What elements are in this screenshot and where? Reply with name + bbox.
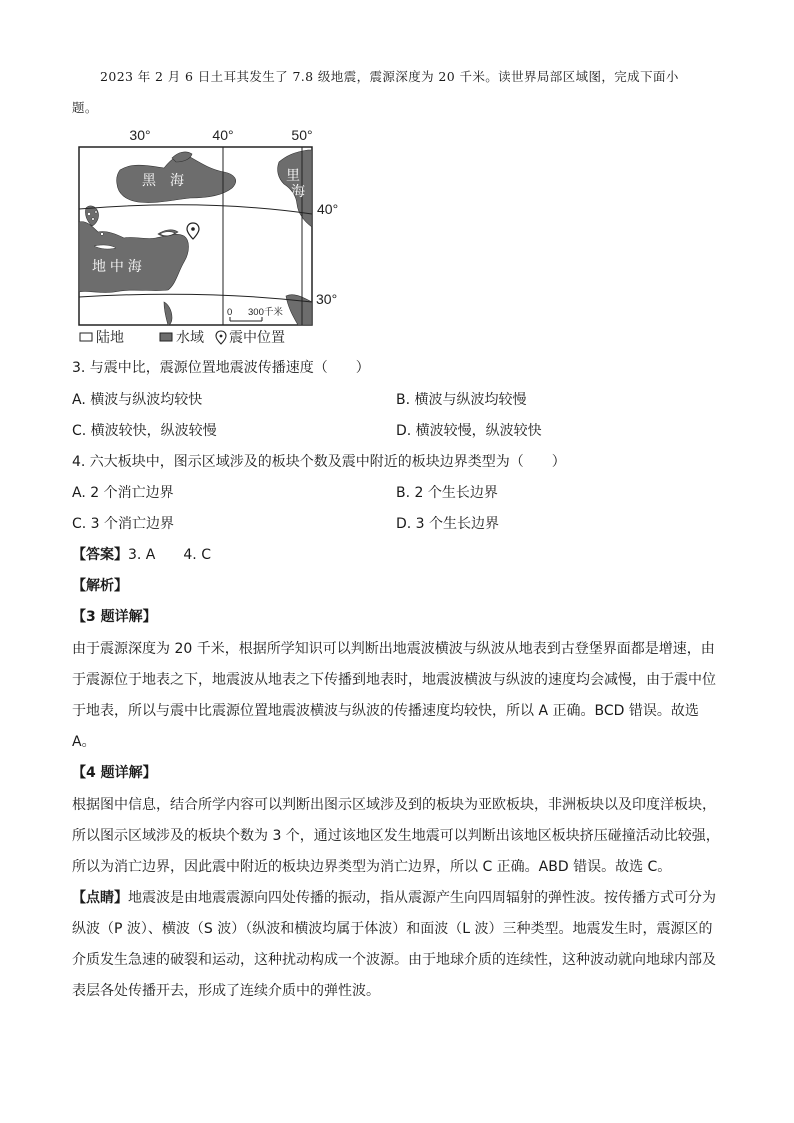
label-caspian-sea-1: 里: [286, 167, 300, 183]
lat-label-40: 40°: [317, 201, 339, 217]
detail3-label: 【3 题详解】: [72, 609, 157, 625]
q4-option-c[interactable]: C. 3 个消亡边界: [72, 516, 175, 532]
analysis-label: 【解析】: [72, 578, 128, 594]
q3-option-a[interactable]: A. 横波与纵波均较快: [72, 392, 203, 408]
q4-option-d[interactable]: D. 3 个生长边界: [396, 516, 500, 532]
detail4-label: 【4 题详解】: [72, 765, 157, 781]
detail4-line-3: 所以为消亡边界，因此震中附近的板块边界类型为消亡边界，所以 C 正确。ABD 错误。故选 C。: [72, 859, 672, 875]
label-caspian-sea-2: 海: [291, 183, 305, 199]
detail3-line-2: 于震源位于地表之下，地震波从地表之下传播到地表时，地震波横波与纵波的速度均会减慢，由于震中位: [72, 672, 716, 688]
q4-option-b[interactable]: B. 2 个生长边界: [396, 485, 498, 501]
lon-label-50: 50°: [291, 127, 313, 143]
q3-option-d[interactable]: D. 横波较慢，纵波较快: [396, 423, 542, 439]
intro-line-1: 2023 年 2 月 6 日土耳其发生了 7.8 级地震，震源深度为 20 千米。读世界局部区域图，完成下面小: [100, 69, 679, 84]
map-legend: [80, 329, 285, 345]
q3-option-c[interactable]: C. 横波较快，纵波较慢: [72, 423, 217, 439]
tip-line-2: 纵波（P 波）、横波（S 波）（纵波和横波均属于体波）和面波（L 波）三种类型。地震发生时，震源区的: [72, 921, 713, 937]
scale-distance: 300千米: [248, 307, 283, 318]
tip-label: 【点睛】: [72, 890, 128, 906]
legend-land: 陆地: [96, 329, 124, 345]
detail4-paragraph: [72, 790, 724, 883]
q3-stem: 3. 与震中比，震源位置地震波传播速度（ ）: [72, 360, 370, 376]
q3-option-b[interactable]: B. 横波与纵波均较慢: [396, 392, 527, 408]
detail4-line-2: 所以图示区域涉及的板块个数为 3 个，通过该地区发生地震可以判断出该地区板块挤压碰撞活动比较强，: [72, 828, 720, 844]
q4-option-a[interactable]: A. 2 个消亡边界: [72, 485, 174, 501]
detail4-line-1: 根据图中信息，结合所学内容可以判断出图示区域涉及到的板块为亚欧板块，非洲板块以及印度洋板块，: [72, 797, 716, 813]
label-black-sea: 黑 海: [142, 172, 184, 188]
legend-water: 水域: [176, 329, 204, 345]
detail3-line-3: 于地表，所以与震中比震源位置地震波横波与纵波的传播速度均较快，所以 A 正确。BCD 错误。故选: [72, 703, 699, 719]
legend-epicenter-icon: [216, 331, 226, 344]
answer-label: 【答案】: [72, 547, 128, 563]
legend-land-swatch: [80, 333, 92, 341]
q4-stem: 4. 六大板块中，图示区域涉及的板块个数及震中附近的板块边界类型为（ ）: [72, 454, 566, 470]
tip-paragraph: [72, 883, 724, 1007]
lon-label-30: 30°: [129, 127, 151, 143]
answer-row: [72, 545, 211, 565]
scale-zero: 0: [227, 307, 233, 318]
region-map: [72, 122, 362, 352]
answer-value: 3. A 4. C: [128, 547, 211, 563]
tip-line-3: 介质发生急速的破裂和运动，这种扰动构成一个波源。由于地球介质的连续性，这种波动就向地球内部及: [72, 952, 716, 968]
legend-water-swatch: [160, 333, 172, 341]
label-mediterranean: 地 中 海: [92, 258, 142, 274]
tip-line-1: [72, 883, 724, 914]
intro-line-2: 题。: [72, 100, 98, 115]
legend-epicenter: 震中位置: [229, 329, 285, 345]
lat-label-30: 30°: [316, 291, 338, 307]
lon-label-40: 40°: [212, 127, 234, 143]
detail3-paragraph: [72, 634, 724, 758]
detail3-line-4: A。: [72, 734, 96, 750]
detail3-line-1: 由于震源深度为 20 千米，根据所学知识可以判断出地震波横波与纵波从地表到古登堡界面都是增速，由: [72, 641, 715, 657]
tip-line-1-text: 地震波是由地震震源向四处传播的振动，指从震源产生向四周辐射的弹性波。按传播方式可分为: [128, 890, 716, 906]
tip-line-4: 表层各处传播开去，形成了连续介质中的弹性波。: [72, 983, 380, 999]
